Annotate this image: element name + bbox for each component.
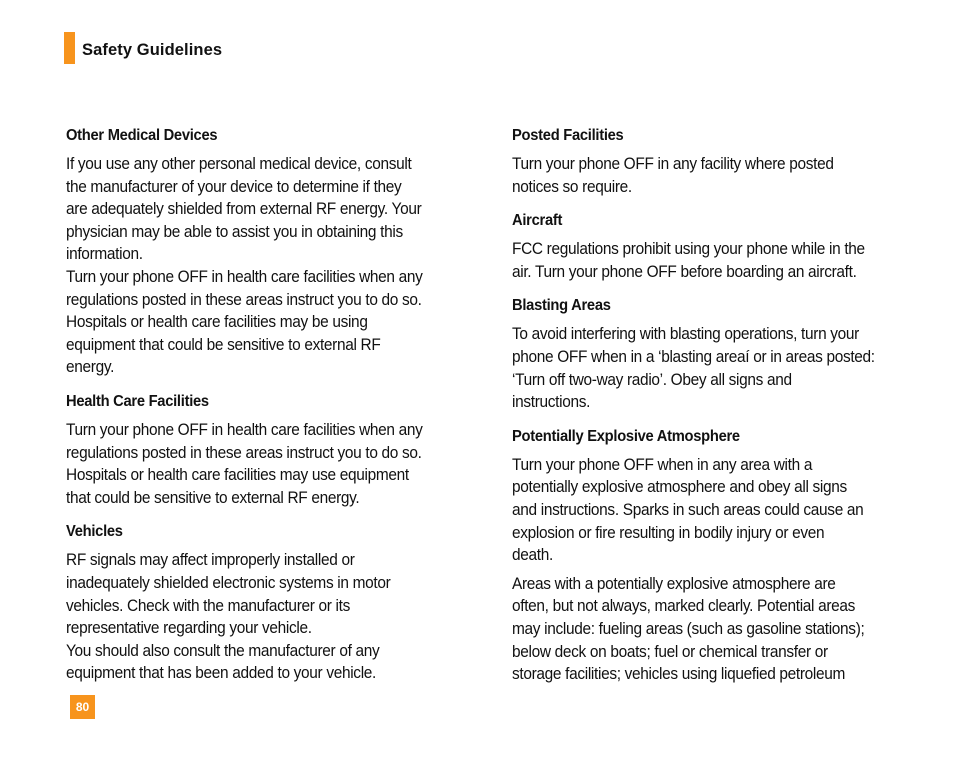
page-title: Safety Guidelines xyxy=(82,41,223,59)
section-heading: Potentially Explosive Atmosphere xyxy=(512,427,740,445)
section-other-medical-devices xyxy=(66,125,466,379)
page-number-badge: 80 xyxy=(70,695,95,719)
left-column xyxy=(66,125,466,697)
header-accent-bar xyxy=(64,32,75,64)
section-paragraph: RF signals may affect improperly installed or inadequately shielded electronic systems in motor vehicles. Check with the manufacturer or its representative regarding your vehicle. You should also consult the manufacturer of any equipment that has been added to your vehicle. xyxy=(66,551,391,683)
section-blasting-areas xyxy=(512,295,912,413)
section-heading: Health Care Facilities xyxy=(66,392,209,410)
section-paragraph: Turn your phone OFF when in any area with a potentially explosive atmosphere and obey all signs and instructions. Sparks in such areas could cause an explosion or fire resulting in bodily injury or even death. xyxy=(512,455,864,565)
section-paragraph: Areas with a potentially explosive atmosphere are often, but not always, marked clearly. Potential areas may include: fueling areas (such as gasoline stations); below deck on boats; fuel or chemical transfer or storage facilities; vehicles using liquefied petroleum xyxy=(512,574,865,684)
section-paragraph: If you use any other personal medical device, consult the manufacturer of your device to determine if they are adequately shielded from external RF energy. Your physician may be able to assist you in obtaining this information. Turn your phone OFF in health care facilities when any regulations posted in these areas instruct you to do so. Hospitals or health care facilities may be using equipment that could be sensitive to external RF energy. xyxy=(66,155,423,377)
section-paragraph: To avoid interfering with blasting operations, turn your phone OFF when in a ‘blasting areaí or in areas posted: ‘Turn off two-way radio’. Obey all signs and instructions. xyxy=(512,325,875,412)
section-heading: Aircraft xyxy=(512,212,563,230)
section-heading: Blasting Areas xyxy=(512,297,611,315)
section-heading: Other Medical Devices xyxy=(66,127,218,144)
section-potentially-explosive-atmosphere xyxy=(512,426,912,686)
section-health-care-facilities xyxy=(66,391,466,509)
section-heading: Vehicles xyxy=(66,523,123,541)
section-heading: Posted Facilities xyxy=(512,127,624,144)
section-paragraph: FCC regulations prohibit using your phone while in the air. Turn your phone OFF before boarding an aircraft. xyxy=(512,240,865,281)
section-vehicles xyxy=(66,521,466,685)
right-column xyxy=(512,125,912,698)
section-aircraft xyxy=(512,210,912,283)
section-paragraph: Turn your phone OFF in any facility where posted notices so require. xyxy=(512,155,834,196)
section-paragraph: Turn your phone OFF in health care facilities when any regulations posted in these areas instruct you to do so. Hospitals or health care facilities may use equipment that could be sensitive to external RF energy. xyxy=(66,420,423,507)
section-posted-facilities xyxy=(512,125,912,198)
